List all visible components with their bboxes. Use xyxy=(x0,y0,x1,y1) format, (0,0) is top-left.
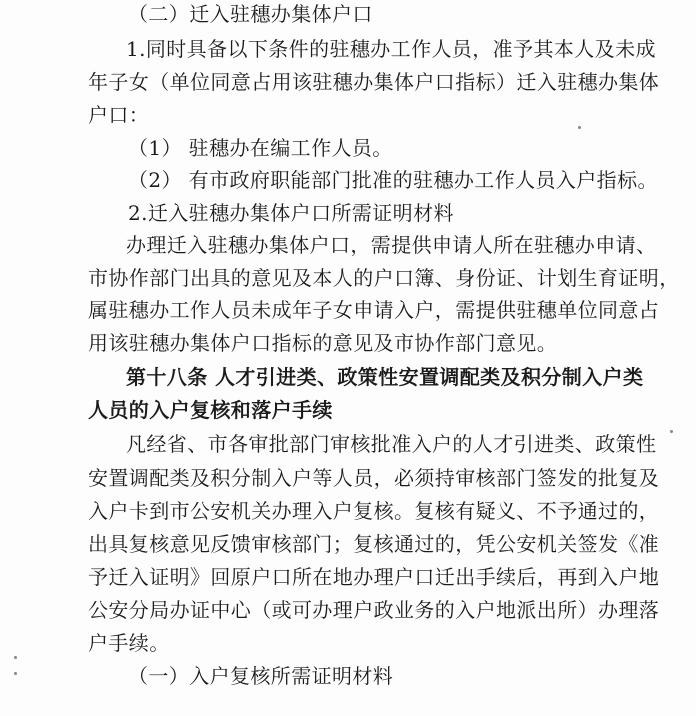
paragraph1-line-2: 市协作部门出具的意见及本人的户口簿、身份证、计划生育证明， xyxy=(88,266,680,290)
article-18-heading-line-1: 第十八条 人才引进类、政策性安置调配类及积分制入户类 xyxy=(126,365,644,389)
item1-line-2: 年子女（单位同意占用该驻穗办集体户口指标）迁入驻穗办集体 xyxy=(88,70,660,94)
paragraph2-line-1: 凡经省、市各审批部门审核批准入户的人才引进类、政策性 xyxy=(126,432,657,456)
subsection-heading: （一）入户复核所需证明材料 xyxy=(128,664,394,688)
scan-speck xyxy=(578,126,581,129)
paragraph1-line-4: 用该驻穗办集体户口指标的意见及市协作部门意见。 xyxy=(88,331,558,355)
item1-line-3: 户口： xyxy=(88,103,150,127)
paragraph1-line-3: 属驻穗办工作人员未成年子女申请入户，需提供驻穗单位同意占 xyxy=(88,298,660,322)
paragraph1-line-1: 办理迁入驻穗办集体户口，需提供申请人所在驻穗办申请、 xyxy=(126,233,657,257)
scan-speck xyxy=(14,656,17,659)
paragraph2-line-2: 安置调配类及积分制入户等人员，必须持审核部门签发的批复及 xyxy=(88,466,660,490)
section-heading: （二）迁入驻穗办集体户口 xyxy=(128,2,373,26)
paragraph2-line-5: 予迁入证明》回原户口所在地办理户口迁出手续后，再到入户地 xyxy=(88,565,660,589)
item1-line-1: 1.同时具备以下条件的驻穗办工作人员，准予其本人及未成 xyxy=(126,37,656,61)
scan-speck xyxy=(670,430,673,433)
paragraph2-line-4: 出具复核意见反馈审核部门；复核通过的，凭公安机关签发《准 xyxy=(88,532,660,556)
scan-speck xyxy=(14,672,17,675)
item2-heading: 2.迁入驻穗办集体户口所需证明材料 xyxy=(128,201,454,225)
article-18-heading-line-2: 人员的入户复核和落户手续 xyxy=(88,398,333,422)
condition-1: （1） 驻穗办在编工作人员。 xyxy=(128,136,393,160)
paragraph2-line-6: 公安分局办证中心（或可办理户政业务的入户地派出所）办理落 xyxy=(88,598,660,622)
paragraph2-line-3: 入户卡到市公安机关办理入户复核。复核有疑义、不予通过的， xyxy=(88,499,660,523)
paragraph2-line-7: 户手续。 xyxy=(88,631,170,655)
condition-2: （2） 有市政府职能部门批准的驻穗办工作人员入户指标。 xyxy=(128,168,658,192)
